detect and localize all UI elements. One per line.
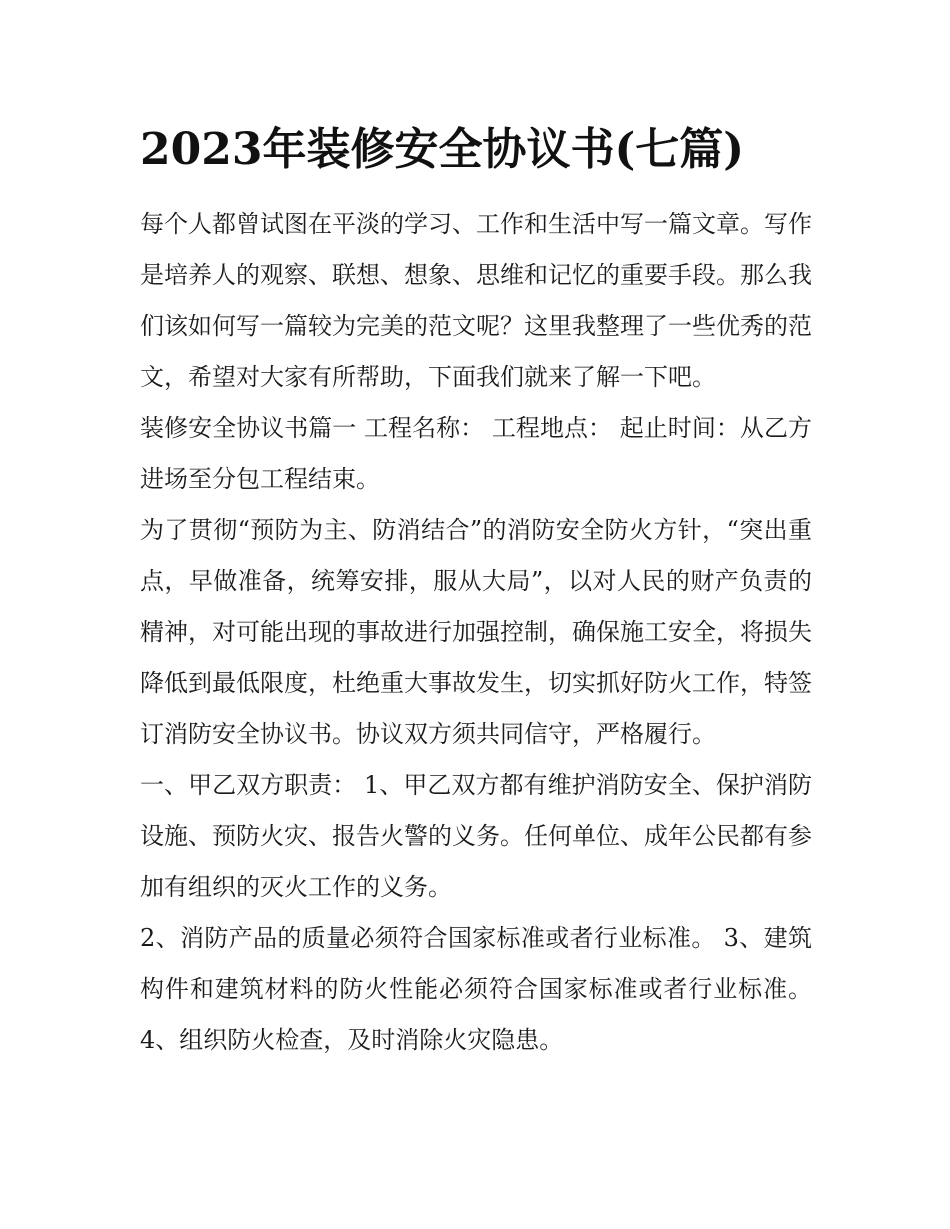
paragraph-fire-policy: 为了贯彻“预防为主、防消结合”的消防安全防火方针，“突出重点，早做准备，统筹安排，服从大局”，以对人民的财产负责的精神，对可能出现的事故进行加强控制，确保施工安全，将损失降低到最低限度，杜绝重大事故发生，切实抓好防火工作，特签订消防安全协议书。协议双方须共同信守，严格履行。: [140, 516, 812, 748]
paragraph-standards: 2、消防产品的质量必须符合国家标准或者行业标准。 3、建筑构件和建筑材料的防火性能必须符合国家标准或者行业标准。4、组织防火检查，及时消除火灾隐患。: [140, 924, 812, 1054]
document-body: [140, 199, 812, 1066]
paragraph-project-info: 装修安全协议书篇一 工程名称： 工程地点： 起止时间：从乙方进场至分包工程结束。: [140, 414, 812, 493]
document-title: 2023年装修安全协议书(七篇): [140, 124, 745, 175]
paragraph-intro: 每个人都曾试图在平淡的学习、工作和生活中写一篇文章。写作是培养人的观察、联想、想象、思维和记忆的重要手段。那么我们该如何写一篇较为完美的范文呢？这里我整理了一些优秀的范文，希望对大家有所帮助，下面我们就来了解一下吧。: [140, 210, 812, 391]
paragraph-duties: 一、甲乙双方职责： 1、甲乙双方都有维护消防安全、保护消防设施、预防火灾、报告火警的义务。任何单位、成年公民都有参加有组织的灭火工作的义务。: [140, 771, 812, 901]
